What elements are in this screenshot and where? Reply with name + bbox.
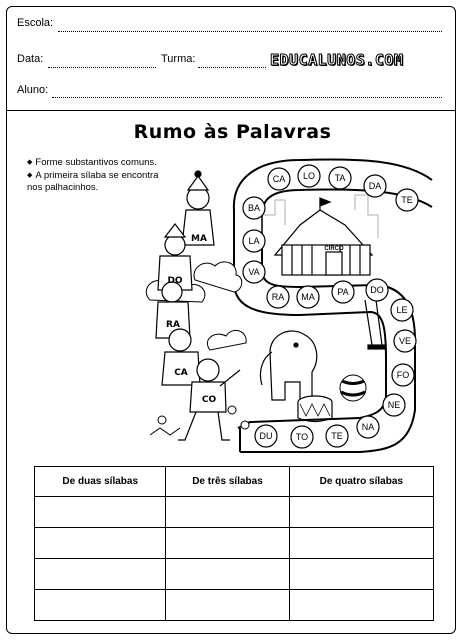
circus-drum xyxy=(298,396,332,422)
diamond-icon: ◆ xyxy=(27,159,33,166)
table-cell[interactable] xyxy=(289,497,433,528)
syllable-label: PA xyxy=(337,287,349,297)
syllable-label: DU xyxy=(259,431,273,441)
circus-tent xyxy=(275,198,372,275)
syllable-label: MA xyxy=(301,292,315,302)
syllable-label: LA xyxy=(248,236,260,246)
syllable-label: FO xyxy=(396,370,410,380)
diamond-icon: ◆ xyxy=(27,172,33,179)
table-cell[interactable] xyxy=(35,590,166,621)
syllable-label: TA xyxy=(334,173,346,183)
syllable-label: VE xyxy=(398,336,412,346)
table-cell[interactable] xyxy=(35,528,166,559)
class-label: Turma: xyxy=(161,53,196,65)
table-row xyxy=(35,559,434,590)
table-cell[interactable] xyxy=(35,497,166,528)
table-cell[interactable] xyxy=(166,528,289,559)
syllable-label: TO xyxy=(295,432,309,442)
table-cell[interactable] xyxy=(166,559,289,590)
syllable-label: BA xyxy=(247,203,261,213)
table-cell[interactable] xyxy=(289,528,433,559)
table-cell[interactable] xyxy=(289,590,433,621)
table-cell[interactable] xyxy=(166,497,289,528)
circus-sign: CIRCO xyxy=(324,246,344,252)
table-cell[interactable] xyxy=(166,590,289,621)
clown-syllable: MA xyxy=(191,234,207,244)
school-label: Escola: xyxy=(17,17,54,29)
clown-syllable: CO xyxy=(201,395,217,405)
word-table xyxy=(34,466,434,621)
column-two-syllables: De duas sílabas xyxy=(35,467,166,497)
syllable-label: VA xyxy=(248,267,260,277)
column-four-syllables: De quatro sílabas xyxy=(289,467,433,497)
striped-ball xyxy=(340,375,366,401)
brand-logo: EDUCALUNOS.COM xyxy=(270,51,404,69)
table-row xyxy=(35,497,434,528)
table-row xyxy=(35,590,434,621)
clown-stack xyxy=(156,171,240,440)
syllable-label: RA xyxy=(271,292,285,302)
table-header-row xyxy=(35,467,434,497)
table-cell[interactable] xyxy=(35,559,166,590)
student-label: Aluno: xyxy=(17,84,49,96)
column-three-syllables: De três sílabas xyxy=(166,467,289,497)
syllable-label: NA xyxy=(361,422,375,432)
clown-syllable: DO xyxy=(167,276,183,286)
clown-syllable: CA xyxy=(174,368,188,378)
date-label: Data: xyxy=(17,53,44,65)
syllable-label: TE xyxy=(331,431,343,441)
instruction-2-text: A primeira sílaba se encontra xyxy=(35,170,159,181)
syllable-label: CA xyxy=(272,174,286,184)
syllable-label: LO xyxy=(302,171,316,181)
syllable-label: TE xyxy=(401,195,413,205)
table-row xyxy=(35,528,434,559)
clown-syllable: RA xyxy=(166,320,180,330)
syllable-label: NE xyxy=(387,400,401,410)
syllable-label: DA xyxy=(368,181,382,191)
page-title: Rumo às Palavras xyxy=(133,121,332,143)
syllable-label: DO xyxy=(370,285,384,295)
syllable-label: LE xyxy=(396,305,408,315)
instruction-1-text: Forme substantivos comuns. xyxy=(35,157,157,168)
table-cell[interactable] xyxy=(289,559,433,590)
elephant xyxy=(260,331,316,400)
instruction-3-text: nos palhacinhos. xyxy=(27,182,99,193)
